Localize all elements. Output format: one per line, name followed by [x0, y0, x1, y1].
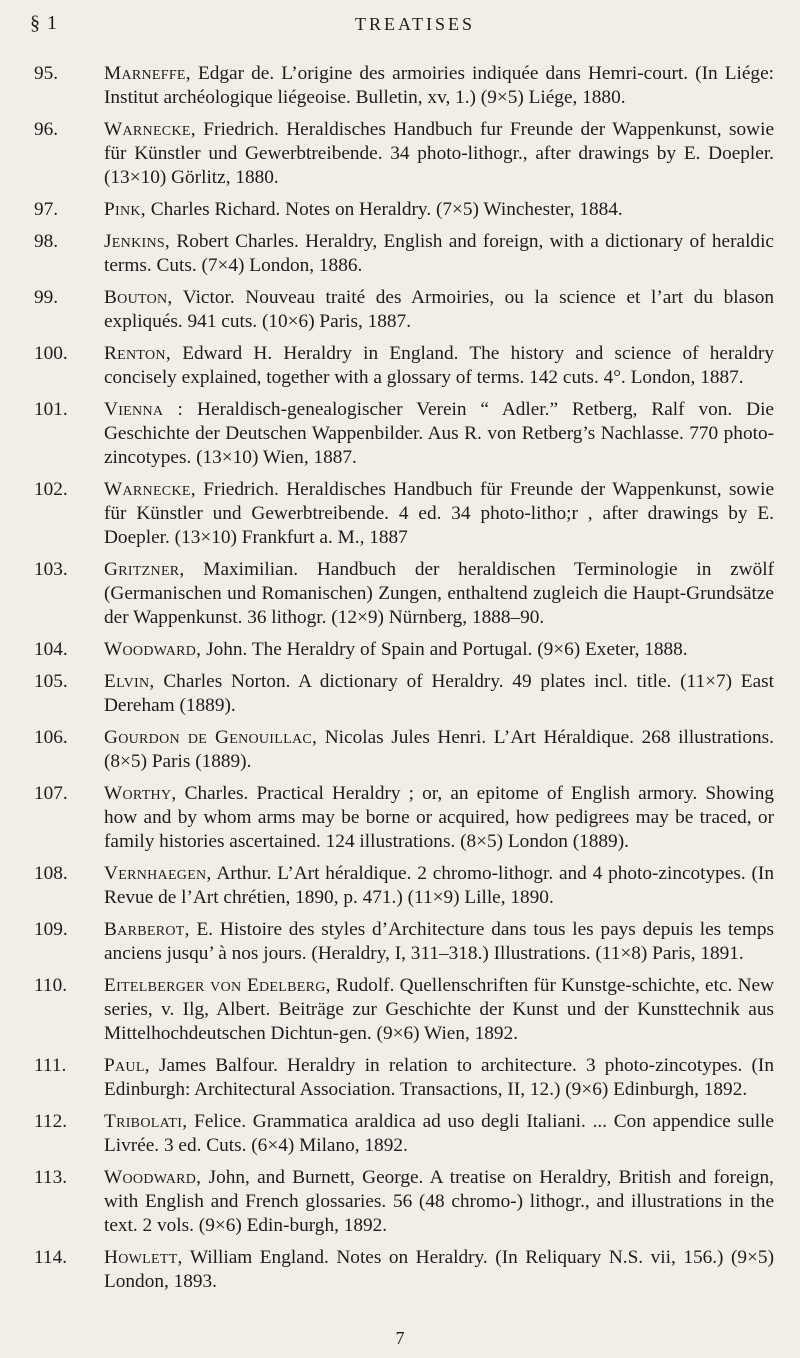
bibliography-entry — [0, 782, 800, 854]
entry-number: 111. — [34, 1055, 67, 1076]
entry-text: E. Histoire des styles d’Architecture dans tous les pays depuis les temps anciens jusqu’ à nos jours. (Heraldry, I, 311–318.) Illustrations. (11×8) Paris, 1891. — [104, 919, 774, 964]
entry-author: Pink, — [104, 199, 146, 220]
entry-number: 106. — [34, 727, 68, 748]
entry-number: 108. — [34, 863, 68, 884]
entry-text: Charles. Practical Heraldry ; or, an epitome of English armory. Showing how and by whom arms may be borne or acquired, how pedigrees may be traced, or family histories ascertained. 124 illustrations. (8×5) London (1889). — [104, 783, 774, 852]
running-head — [0, 12, 800, 42]
entry-number: 98. — [34, 231, 59, 252]
entry-author: Gritzner, — [104, 559, 185, 580]
bibliography-entry — [0, 342, 800, 390]
entry-author: Worthy, — [104, 783, 177, 804]
entry-author: Renton, — [104, 343, 171, 364]
entry-author: Bouton, — [104, 287, 173, 308]
entry-number: 114. — [34, 1247, 68, 1268]
bibliography-list — [0, 62, 800, 1302]
bibliography-entry — [0, 286, 800, 334]
bibliography-entry — [0, 198, 800, 222]
bibliography-entry — [0, 1246, 800, 1294]
bibliography-entry — [0, 974, 800, 1046]
bibliography-entry — [0, 230, 800, 278]
entry-text: Maximilian. Handbuch der heraldischen Terminologie in zwölf (Germanischen und Romanischen) Zungen, enthaltend zugleich die Haupt-Grundsätze der Wappenkunst. 36 lithogr. (12×9) Nürnberg, 1888–90. — [104, 559, 774, 628]
page-number: 7 — [395, 1328, 405, 1348]
section-mark: § 1 — [30, 12, 58, 34]
bibliography-entry — [0, 862, 800, 910]
entry-author: Elvin, — [104, 671, 155, 692]
entry-number: 100. — [34, 343, 68, 364]
entry-number: 112. — [34, 1111, 68, 1132]
entry-number: 95. — [34, 63, 59, 84]
entry-author: Howlett, — [104, 1247, 183, 1268]
entry-author: Vienna : — [104, 399, 184, 420]
entry-text: William England. Notes on Heraldry. (In Reliquary N.S. vii, 156.) (9×5) London, 1893. — [104, 1247, 774, 1292]
entry-author: Barberot, — [104, 919, 190, 940]
page-title: TREATISES — [354, 14, 475, 34]
entry-author: Vernhaegen, — [104, 863, 212, 884]
bibliography-entry — [0, 726, 800, 774]
entry-number: 99. — [34, 287, 59, 308]
entry-number: 96. — [34, 119, 59, 140]
entry-text: Charles Norton. A dictionary of Heraldry. 49 plates incl. title. (11×7) East Dereham (1889). — [104, 671, 774, 716]
entry-text: John. The Heraldry of Spain and Portugal. (9×6) Exeter, 1888. — [201, 639, 688, 660]
entry-author: Gourdon de Genouillac, — [104, 727, 318, 748]
entry-number: 105. — [34, 671, 68, 692]
entry-author: Warnecke, — [104, 479, 196, 500]
entry-number: 104. — [34, 639, 68, 660]
entry-author: Jenkins, — [104, 231, 171, 252]
entry-text: Charles Richard. Notes on Heraldry. (7×5) Winchester, 1884. — [145, 199, 623, 220]
entry-author: Woodward, — [104, 1167, 202, 1188]
entry-text: Arthur. L’Art héraldique. 2 chromo-lithogr. and 4 photo-zincotypes. (In Revue de l’Art chrétien, 1890, p. 471.) (11×9) Lille, 1890. — [104, 863, 774, 908]
entry-number: 110. — [34, 975, 68, 996]
entry-text: Nicolas Jules Henri. L’Art Héraldique. 268 illustrations. (8×5) Paris (1889). — [104, 727, 774, 772]
bibliography-entry — [0, 62, 800, 110]
bibliography-entry — [0, 638, 800, 662]
entry-author: Woodward, — [104, 639, 202, 660]
entry-number: 102. — [34, 479, 68, 500]
bibliography-entry — [0, 918, 800, 966]
entry-text: Felice. Grammatica araldica ad uso degli Italiani. ... Con appendice sulle Livrée. 3 ed. Cuts. (6×4) Milano, 1892. — [104, 1111, 774, 1156]
entry-text: Heraldisch-genealogischer Verein “ Adler.” Retberg, Ralf von. Die Geschichte der Deutschen Wappenbilder. Aus R. von Retberg’s Nachlasse. 770 photo-zincotypes. (13×10) Wien, 1887. — [104, 399, 774, 468]
entry-text: John, and Burnett, George. A treatise on Heraldry, British and foreign, with English and French glossaries. 56 (48 chromo-) lithogr., and illustrations in the text. 2 vols. (9×6) Edin-burgh, 1892. — [104, 1167, 774, 1236]
bibliography-entry — [0, 670, 800, 718]
entry-text: James Balfour. Heraldry in relation to architecture. 3 photo-zincotypes. (In Edinburgh: Architectural Association. Transactions, II, 12.) (9×6) Edinburgh, 1892. — [104, 1055, 774, 1100]
entry-number: 107. — [34, 783, 68, 804]
entry-number: 109. — [34, 919, 68, 940]
entry-text: Rudolf. Quellenschriften für Kunstge-schichte, etc. New series, v. Ilg, Albert. Beiträge zur Geschichte der Kunst und der Kunsttechnik aus Mittelhochdeutschen Dichtun-gen. (9×6) Wien, 1892. — [104, 975, 774, 1044]
entry-author: Marneffe, — [104, 63, 191, 84]
entry-text: Victor. Nouveau traité des Armoiries, ou la science et l’art du blason expliqués. 941 cuts. (10×6) Paris, 1887. — [104, 287, 774, 332]
entry-text: Edward H. Heraldry in England. The history and science of heraldry concisely explained, together with a glossary of terms. 142 cuts. 4°. London, 1887. — [104, 343, 774, 388]
entry-number: 103. — [34, 559, 68, 580]
bibliography-entry — [0, 478, 800, 550]
entry-author: Tribolati, — [104, 1111, 188, 1132]
entry-author: Warnecke, — [104, 119, 196, 140]
entry-text: Robert Charles. Heraldry, English and foreign, with a dictionary of heraldic terms. Cuts. (7×4) London, 1886. — [104, 231, 774, 276]
entry-text: Friedrich. Heraldisches Handbuch fur Freunde der Wappenkunst, sowie für Künstler und Gewerbtreibende. 34 photo-lithogr., after drawings by E. Doepler. (13×10) Görlitz, 1880. — [104, 119, 774, 188]
entry-text: Edgar de. L’origine des armoiries indiquée dans Hemri-court. (In Liége: Institut archéologique liégeoise. Bulletin, xv, 1.) (9×5) Liége, 1880. — [104, 63, 774, 108]
bibliography-entry — [0, 558, 800, 630]
entry-number: 113. — [34, 1167, 68, 1188]
entry-number: 97. — [34, 199, 59, 220]
bibliography-entry — [0, 398, 800, 470]
bibliography-entry — [0, 1054, 800, 1102]
bibliography-entry — [0, 1166, 800, 1238]
bibliography-entry — [0, 118, 800, 190]
entry-author: Eitelberger von Edelberg, — [104, 975, 331, 996]
entry-author: Paul, — [104, 1055, 150, 1076]
entry-text: Friedrich. Heraldisches Handbuch für Freunde der Wappenkunst, sowie für Künstler und Gewerbtreibende. 4 ed. 34 photo-litho;r , after drawings by E. Doepler. (13×10) Frankfurt a. M., 1887 — [104, 479, 774, 548]
bibliography-entry — [0, 1110, 800, 1158]
entry-number: 101. — [34, 399, 68, 420]
